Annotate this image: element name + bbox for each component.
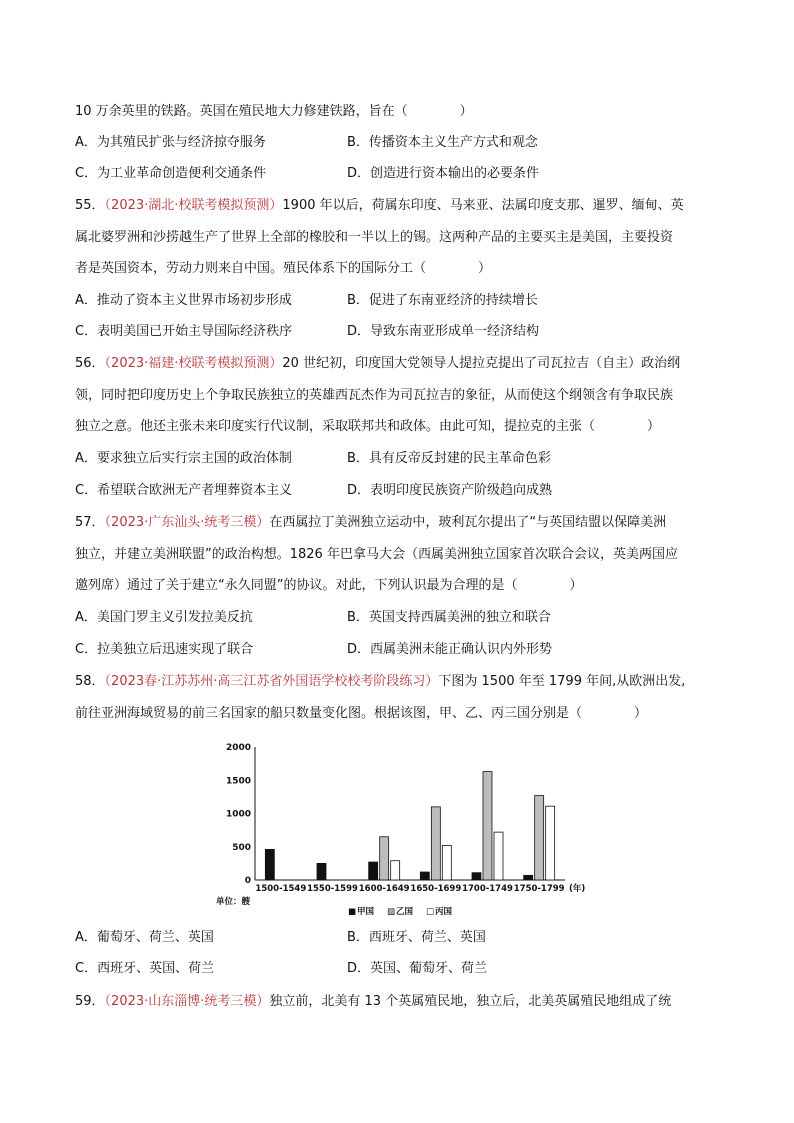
question-source: （2023·山东淄博·统考三模） bbox=[104, 994, 270, 1009]
option-key: D． bbox=[347, 324, 371, 339]
q57-option-c[interactable] bbox=[75, 640, 253, 660]
bar-丙国-1750-1799 bbox=[546, 806, 555, 880]
legend-label-甲国: 甲国 bbox=[357, 907, 375, 917]
option-text: 传播资本主义生产方式和观念 bbox=[368, 135, 538, 150]
q58-option-d[interactable] bbox=[347, 959, 487, 979]
option-text: 英国、葡萄牙、荷兰 bbox=[370, 961, 488, 976]
bar-甲国-1500-1549 bbox=[265, 849, 274, 880]
x-tick-label: 1700-1749 bbox=[462, 884, 513, 894]
bar-丙国-1700-1749 bbox=[494, 832, 503, 880]
q56-stem-line-1 bbox=[75, 354, 725, 374]
option-text: 要求独立后实行宗主国的政治体制 bbox=[96, 451, 292, 466]
q55-option-d[interactable] bbox=[347, 322, 539, 342]
q54-option-c[interactable] bbox=[75, 164, 266, 184]
option-key: D． bbox=[347, 961, 371, 976]
option-key: D． bbox=[347, 166, 371, 181]
bar-甲国-1650-1699 bbox=[420, 872, 429, 880]
option-key: D． bbox=[347, 483, 371, 498]
q57-option-a[interactable] bbox=[75, 608, 253, 628]
q58-stem-line-2: 前往亚洲海域贸易的前三名国家的船只数量变化图。根据该图，甲、乙、丙三国分别是（ ） bbox=[75, 706, 648, 721]
option-text: 为工业革命创造便利交通条件 bbox=[97, 166, 267, 181]
option-text: 西班牙、荷兰、英国 bbox=[368, 930, 486, 945]
x-unit-label: (年) bbox=[569, 884, 586, 894]
y-tick-label: 2000 bbox=[225, 743, 251, 753]
q58-option-b[interactable] bbox=[347, 928, 486, 948]
option-key: A． bbox=[75, 135, 97, 150]
option-key: B． bbox=[347, 293, 369, 308]
ship-count-bar-chart bbox=[210, 735, 595, 920]
option-key: A． bbox=[75, 930, 97, 945]
x-tick-label: 1750-1799 bbox=[513, 884, 565, 894]
x-tick-label: 1500-1549 bbox=[255, 884, 307, 894]
legend-glyph-丙国: □ bbox=[426, 907, 435, 917]
question-source: （2023·广东汕头·统考三模） bbox=[104, 515, 270, 530]
question-source: （2023·湖北·校联考模拟预测） bbox=[104, 198, 283, 213]
stem-text: 独立前，北美有 13 个英属殖民地，独立后，北美英属殖民地组成了统 bbox=[269, 994, 672, 1009]
y-tick-label: 0 bbox=[244, 876, 251, 886]
option-text: 促进了东南亚经济的持续增长 bbox=[368, 293, 538, 308]
question-number: 59． bbox=[75, 994, 105, 1009]
bar-甲国-1700-1749 bbox=[472, 873, 481, 880]
bar-甲国-1550-1599 bbox=[317, 863, 326, 880]
q58-stem-line-1 bbox=[75, 672, 725, 692]
option-key: B． bbox=[347, 610, 369, 625]
x-tick-label: 1650-1699 bbox=[410, 884, 462, 894]
bar-丙国-1650-1699 bbox=[442, 845, 451, 880]
option-text: 创造进行资本输出的必要条件 bbox=[370, 166, 540, 181]
y-tick-label: 1500 bbox=[225, 776, 251, 787]
option-text: 希望联合欧洲无产者埋葬资本主义 bbox=[97, 483, 293, 498]
option-text: 美国门罗主义引发拉美反抗 bbox=[96, 610, 253, 625]
y-tick-label: 500 bbox=[232, 842, 251, 853]
option-text: 导致东南亚形成单一经济结构 bbox=[370, 324, 540, 339]
y-tick-label: 1000 bbox=[225, 809, 251, 820]
y-unit-label: 单位：艘 bbox=[216, 897, 251, 907]
bar-甲国-1600-1649 bbox=[369, 862, 378, 880]
question-number: 57． bbox=[75, 515, 105, 530]
q54-stem-tail: 10 万余英里的铁路。英国在殖民地大力修建铁路，旨在（ ） bbox=[75, 104, 473, 119]
stem-text: 在西属拉丁美洲独立运动中，玻利瓦尔提出了“与英国结盟以保障美洲 bbox=[269, 515, 667, 530]
option-text: 表明美国已开始主导国际经济秩序 bbox=[97, 324, 293, 339]
question-number: 55． bbox=[75, 198, 105, 213]
q56-option-b[interactable] bbox=[347, 449, 551, 469]
option-key: C． bbox=[75, 166, 98, 181]
q57-stem-line-2: 独立，并建立美洲联盟”的政治构想。1826 年巴拿马大会（西属美洲独立国家首次联合会议，英美两国应 bbox=[75, 547, 678, 562]
question-source: （2023·福建·校联考模拟预测） bbox=[104, 356, 283, 371]
q57-stem-line-3: 邀列席）通过了关于建立“永久同盟”的协议。对此，下列认识最为合理的是（ ） bbox=[75, 578, 583, 593]
q55-stem-line-1 bbox=[75, 196, 725, 216]
q58-option-c[interactable] bbox=[75, 959, 214, 979]
q59-stem-line-1 bbox=[75, 992, 725, 1012]
option-key: C． bbox=[75, 642, 98, 657]
option-text: 西班牙、英国、荷兰 bbox=[97, 961, 215, 976]
stem-text: 1900 年以后，荷属东印度、马来亚、法属印度支那、暹罗、缅甸、英 bbox=[282, 198, 684, 213]
option-key: A． bbox=[75, 451, 97, 466]
option-key: A． bbox=[75, 293, 97, 308]
option-key: B． bbox=[347, 930, 369, 945]
option-key: B． bbox=[347, 451, 369, 466]
chart-labels bbox=[216, 743, 585, 917]
option-key: C． bbox=[75, 961, 98, 976]
option-text: 表明印度民族资产阶级趋向成熟 bbox=[370, 483, 553, 498]
q55-stem-line-3: 者是英国资本，劳动力则来自中国。殖民体系下的国际分工（ ） bbox=[75, 261, 492, 276]
option-key: D． bbox=[347, 642, 371, 657]
bar-甲国-1750-1799 bbox=[524, 875, 533, 880]
q54-option-a[interactable] bbox=[75, 133, 266, 153]
option-key: B． bbox=[347, 135, 369, 150]
option-key: C． bbox=[75, 324, 98, 339]
option-key: A． bbox=[75, 610, 97, 625]
option-key: C． bbox=[75, 483, 98, 498]
x-tick-label: 1600-1649 bbox=[358, 884, 410, 894]
question-number: 56． bbox=[75, 356, 105, 371]
q58-option-a[interactable] bbox=[75, 928, 214, 948]
chart-axes bbox=[255, 747, 565, 880]
q55-stem-line-2: 属北婆罗洲和沙捞越生产了世界上全部的橡胶和一半以上的锡。这两种产品的主要买主是美国，主要投资 bbox=[75, 230, 674, 245]
option-text: 推动了资本主义世界市场初步形成 bbox=[96, 293, 292, 308]
q57-stem-line-1 bbox=[75, 513, 725, 533]
stem-text: 20 世纪初，印度国大党领导人提拉克提出了司瓦拉吉（自主）政治纲 bbox=[282, 356, 681, 371]
q56-option-a[interactable] bbox=[75, 449, 292, 469]
question-source: （2023春·江苏苏州·高三江苏省外国语学校校考阶段练习） bbox=[104, 674, 439, 689]
q54-option-d[interactable] bbox=[347, 164, 539, 184]
legend-glyph-甲国: ■ bbox=[348, 907, 357, 917]
q54-option-b[interactable] bbox=[347, 133, 538, 153]
chart-bars bbox=[265, 772, 554, 880]
option-text: 英国支持西属美洲的独立和联合 bbox=[368, 610, 551, 625]
q57-option-b[interactable] bbox=[347, 608, 551, 628]
bar-乙国-1700-1749 bbox=[483, 772, 492, 880]
q56-option-d[interactable] bbox=[347, 481, 552, 501]
legend-glyph-乙国: ▨ bbox=[387, 907, 396, 917]
q56-stem-line-3: 独立之意。他还主张未来印度实行代议制，采取联邦共和政体。由此可知，提拉克的主张（ ） bbox=[75, 419, 661, 434]
option-text: 葡萄牙、荷兰、英国 bbox=[96, 930, 214, 945]
q56-stem-line-2: 领，同时把印度历史上个争取民族独立的英雄西瓦杰作为司瓦拉吉的象征，从而使这个纲领含有争取民族 bbox=[75, 388, 674, 403]
question-number: 58． bbox=[75, 674, 105, 689]
q57-option-d[interactable] bbox=[347, 640, 552, 660]
legend-label-乙国: 乙国 bbox=[396, 907, 414, 917]
option-text: 西属美洲未能正确认识内外形势 bbox=[370, 642, 553, 657]
q55-option-c[interactable] bbox=[75, 322, 292, 342]
q56-option-c[interactable] bbox=[75, 481, 292, 501]
option-text: 为其殖民扩张与经济掠夺服务 bbox=[96, 135, 266, 150]
option-text: 具有反帝反封建的民主革命色彩 bbox=[368, 451, 551, 466]
bar-乙国-1750-1799 bbox=[535, 796, 544, 880]
x-tick-label: 1550-1599 bbox=[307, 884, 358, 894]
stem-text: 下图为 1500 年至 1799 年间,从欧洲出发, bbox=[438, 674, 686, 689]
option-text: 拉美独立后迅速实现了联合 bbox=[97, 642, 254, 657]
q55-option-b[interactable] bbox=[347, 291, 538, 311]
legend-label-丙国: 丙国 bbox=[435, 907, 453, 917]
bar-乙国-1650-1699 bbox=[431, 807, 440, 880]
bar-乙国-1600-1649 bbox=[380, 837, 389, 880]
q55-option-a[interactable] bbox=[75, 291, 292, 311]
bar-丙国-1600-1649 bbox=[391, 861, 400, 880]
